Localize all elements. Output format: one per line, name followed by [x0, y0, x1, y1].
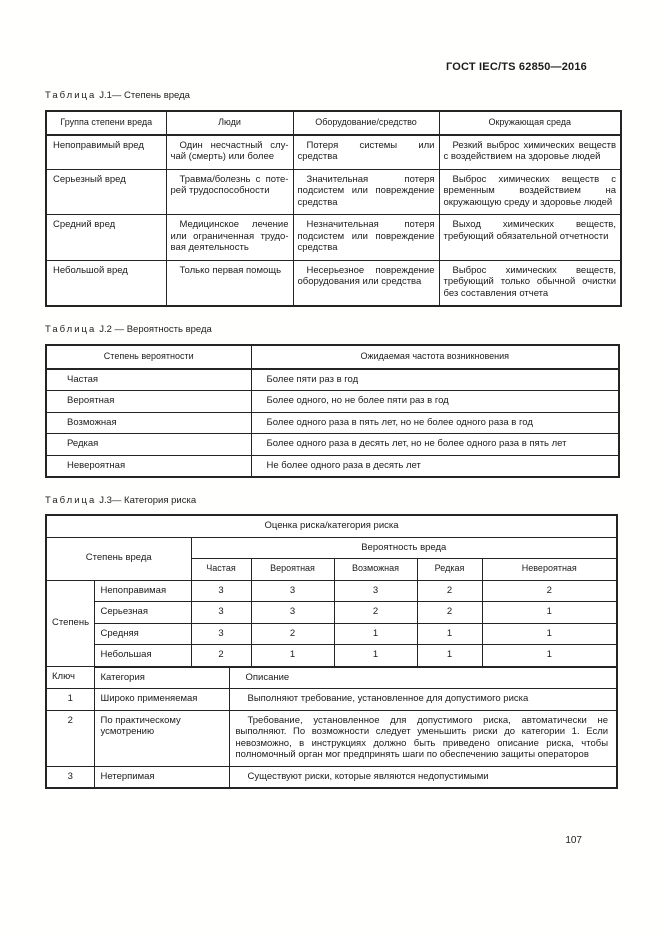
caption-text: J.2 — Вероятность вреда: [99, 324, 212, 335]
matrix-cell: 1: [482, 645, 617, 667]
column-header: Невероятная: [482, 559, 617, 581]
column-header: Степень вероятности: [46, 345, 251, 369]
column-header: Окружающая среда: [439, 111, 621, 135]
matrix-cell: 1: [334, 623, 417, 645]
table-j2-caption: [45, 324, 661, 335]
matrix-cell: 2: [417, 580, 482, 602]
table-cell: Непоправимый вред: [46, 135, 166, 170]
harm-level-cell: Средняя: [94, 623, 191, 645]
description-header-cell: Описание: [229, 667, 617, 689]
matrix-cell: 2: [251, 623, 334, 645]
probability-header-cell: Вероятность вреда: [191, 537, 617, 559]
key-cell: 3: [46, 766, 94, 788]
matrix-cell: 3: [334, 580, 417, 602]
category-cell: Широко применяемая: [94, 689, 229, 711]
table-cell: Серьезный вред: [46, 169, 166, 215]
page-number: 107: [565, 835, 582, 846]
matrix-row: [46, 623, 617, 645]
matrix-cell: 1: [482, 602, 617, 624]
category-header-cell: Категория: [94, 667, 229, 689]
table-cell: Выброс химических веществ, требующий только обычной очистки без составления отчета: [439, 260, 621, 306]
table-j1-header-row: [46, 111, 621, 135]
matrix-cell: 1: [482, 623, 617, 645]
column-header: Частая: [191, 559, 251, 581]
column-header: Люди: [166, 111, 293, 135]
matrix-cell: 2: [482, 580, 617, 602]
matrix-cell: 1: [417, 623, 482, 645]
table-cell: Один несчастный случай (смерть) или более: [166, 135, 293, 170]
table-row: [46, 391, 619, 413]
table-cell: Только первая помощь: [166, 260, 293, 306]
table-row: [46, 135, 621, 170]
matrix-cell: 2: [334, 602, 417, 624]
caption-word: Таблица: [45, 495, 97, 506]
key-cell: 1: [46, 689, 94, 711]
table-cell: Незначительная потеря подсистем или повреждение средства: [293, 215, 439, 261]
matrix-cell: 2: [191, 645, 251, 667]
harm-level-cell: Непоправимая: [94, 580, 191, 602]
table-cell: Выход химических веществ, требующий обязательной отчетности: [439, 215, 621, 261]
table-cell: Несерьезное повреждение оборудования или средства: [293, 260, 439, 306]
matrix-cell: 1: [251, 645, 334, 667]
table-cell: Более одного раза в пять лет, но не более одного раза в год: [251, 412, 619, 434]
column-header: Ожидаемая частота возникновения: [251, 345, 619, 369]
table-j3-header-row: [46, 537, 617, 559]
harm-header-cell: Степень вреда: [46, 537, 191, 580]
table-row: [46, 169, 621, 215]
table-cell: Выброс химических веществ с временным воздействием на окружающую среду и здоровье людей: [439, 169, 621, 215]
table-cell: Медицинское лечение или ограниченная трудовая деятельность: [166, 215, 293, 261]
table-cell: Потеря системы или средства: [293, 135, 439, 170]
column-header: Вероятная: [251, 559, 334, 581]
key-header-row: [46, 667, 617, 689]
table-cell: Более одного раза в десять лет, но не более одного раза в пять лет: [251, 434, 619, 456]
category-cell: По практическому усмотрению: [94, 710, 229, 766]
table-cell: Не более одного раза в десять лет: [251, 455, 619, 477]
column-header: Возможная: [334, 559, 417, 581]
column-header: Оборудование/средство: [293, 111, 439, 135]
key-row: [46, 766, 617, 788]
caption-word: Таблица: [45, 90, 97, 101]
table-cell: Резкий выброс химических веществ с воздействием на здоровье людей: [439, 135, 621, 170]
doc-header: ГОСТ IEC/TS 62850—2016: [445, 61, 587, 73]
table-j3-caption: [45, 495, 661, 506]
key-row: [46, 689, 617, 711]
table-cell: Редкая: [46, 434, 251, 456]
category-cell: Нетерпимая: [94, 766, 229, 788]
matrix-row: [46, 602, 617, 624]
table-cell: Невероятная: [46, 455, 251, 477]
matrix-cell: 2: [417, 602, 482, 624]
table-cell: Небольшой вред: [46, 260, 166, 306]
harm-level-cell: Небольшая: [94, 645, 191, 667]
table-cell: Возможная: [46, 412, 251, 434]
description-cell: Существуют риски, которые являются недопустимыми: [229, 766, 617, 788]
matrix-cell: 1: [334, 645, 417, 667]
table-title-cell: Оценка риска/категория риска: [46, 515, 617, 537]
matrix-cell: 3: [251, 580, 334, 602]
caption-text: J.1— Степень вреда: [99, 90, 190, 101]
table-j1: [45, 110, 622, 307]
table-cell: Частая: [46, 369, 251, 391]
table-j1-caption: [45, 90, 661, 101]
matrix-row: [46, 580, 617, 602]
matrix-cell: 3: [191, 602, 251, 624]
table-cell: Вероятная: [46, 391, 251, 413]
table-row: [46, 369, 619, 391]
matrix-cell: 3: [191, 623, 251, 645]
caption-text: J.3— Категория риска: [99, 495, 197, 506]
key-row: [46, 710, 617, 766]
table-cell: Средний вред: [46, 215, 166, 261]
table-j3: [45, 514, 618, 789]
table-cell: Более пяти раз в год: [251, 369, 619, 391]
column-header: Группа степени вреда: [46, 111, 166, 135]
column-header: Редкая: [417, 559, 482, 581]
table-cell: Травма/болезнь с потерей трудоспособности: [166, 169, 293, 215]
description-cell: Требование, установленное для допустимого риска, автоматически не выполняют. По возможности следует уменьшить риски до категории 1. Если невозможно, в инструкциях должно быть приведено описание риска, чтобы полномочный орган мог предпринять шаги по обеспечению защиты операторов: [229, 710, 617, 766]
table-row: [46, 455, 619, 477]
harm-level-cell: Серьезная: [94, 602, 191, 624]
table-cell: Значительная потеря подсистем или повреждение средства: [293, 169, 439, 215]
key-header-cell: Ключ: [46, 667, 94, 689]
table-j2: [45, 344, 620, 478]
matrix-cell: 3: [251, 602, 334, 624]
table-j3-title-row: [46, 515, 617, 537]
table-cell: Более одного, но не более пяти раз в год: [251, 391, 619, 413]
table-row: [46, 412, 619, 434]
matrix-row: [46, 645, 617, 667]
matrix-cell: 1: [417, 645, 482, 667]
key-cell: 2: [46, 710, 94, 766]
table-row: [46, 434, 619, 456]
table-row: [46, 260, 621, 306]
degree-label-cell: Степень: [46, 580, 94, 667]
matrix-cell: 3: [191, 580, 251, 602]
table-row: [46, 215, 621, 261]
table-j2-header-row: [46, 345, 619, 369]
caption-word: Таблица: [45, 324, 97, 335]
description-cell: Выполняют требование, установленное для допустимого риска: [229, 689, 617, 711]
